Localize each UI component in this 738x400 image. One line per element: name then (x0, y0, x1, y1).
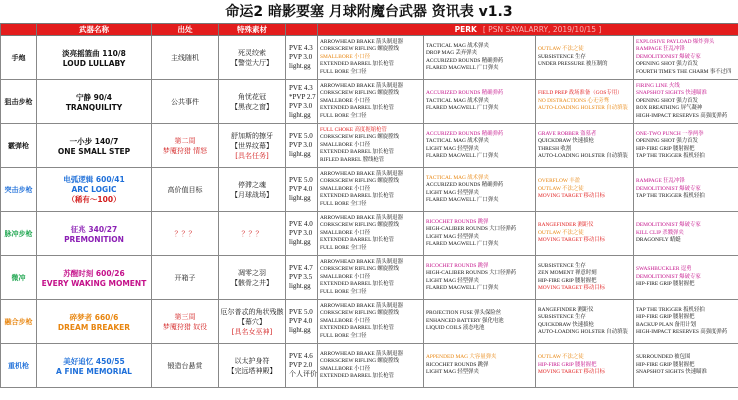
perk-entry: KILL CLIP 杀戮弹夹 (636, 229, 684, 236)
materials-cell (219, 300, 286, 344)
material-line: 【黑夜之窗】 (231, 102, 273, 111)
perk-entry: HIGH-CALIBER ROUNDS 大口径弹药 (426, 226, 517, 233)
source-cell (152, 256, 219, 300)
source-cell (152, 36, 219, 80)
weapon-type-cell: 手炮 (1, 36, 37, 80)
perk-entry: SMALLBORE 小口径 (320, 97, 371, 104)
source-line: 主线随机 (171, 53, 199, 62)
materials-cell (219, 36, 286, 80)
material-line: 角忧花冠 (238, 92, 266, 101)
weapon-name-cell (37, 344, 152, 388)
perk-entry: QUICKDRAW 快速拔枪 (538, 321, 594, 328)
perk-entry: RICOCHET ROUNDS 跳弹 (426, 361, 489, 368)
weapon-name-cell (37, 36, 152, 80)
source-line: 开箱子 (174, 273, 196, 282)
perk-column-4 (634, 344, 738, 388)
stat-line: PVP 3.0 (289, 229, 313, 237)
stat-line: PVE 4.0 (289, 220, 313, 228)
stat-line: PVE 4.3 (289, 44, 313, 52)
perk-column-1 (318, 212, 424, 256)
perk-column-2 (424, 344, 536, 388)
perk-entry: ACCURIZED ROUNDS 精确弹药 (426, 90, 504, 97)
header-stats (286, 24, 318, 36)
perk-entry: SMALLBORE 小口径 (320, 229, 371, 236)
header-row (1, 24, 738, 36)
weapon-name-en: PREMONITION (64, 234, 124, 244)
perk-entry: SUBSISTENCE 生存 (538, 53, 586, 60)
material-line: 【完远塔神殿】 (227, 366, 277, 375)
source-cell (152, 80, 219, 124)
perk-entry: TAP THE TRIGGER 扳机轻拍 (636, 306, 705, 313)
material-line: 【警觉大厅】 (231, 58, 273, 67)
stat-line: 个人评价 (289, 370, 317, 378)
weapon-name-en: TRANQUILITY (65, 102, 123, 112)
stats-cell (286, 344, 318, 388)
perk-entry: ONE-TWO PUNCH 一拳两拳 (636, 130, 704, 137)
weapon-name-cell (37, 300, 152, 344)
perk-column-2 (424, 36, 536, 80)
stats-cell (286, 124, 318, 168)
light-gg-link[interactable]: light.gg (289, 326, 311, 334)
perk-entry: SUBSISTENCE 生存 (538, 262, 586, 269)
perk-entry: FULL BORE 全口径 (320, 332, 367, 339)
material-line: 以太护身符 (234, 356, 270, 365)
perk-entry: OPENING SHOT 强力首发 (636, 138, 698, 145)
source-cell (152, 212, 219, 256)
perk-entry: QUICKDRAW 快速拔枪 (538, 138, 594, 145)
materials-cell (219, 256, 286, 300)
perk-entry: FLARED MAGWELL 广口弹夹 (426, 196, 499, 203)
source-line: ？？？ (174, 229, 196, 238)
header-mats: 特殊素材 (219, 24, 286, 36)
perk-column-1 (318, 344, 424, 388)
perk-entry: OUTLAW 不法之徒 (538, 46, 584, 53)
perk-entry: TACTICAL MAG 战术弹夹 (426, 97, 489, 104)
perk-entry: HIGH-IMPACT RESERVES 高强度弹药 (636, 112, 728, 119)
material-line: [具名任务] (235, 151, 269, 160)
stat-line: PVP 3.0 (289, 141, 313, 149)
source-cell (152, 168, 219, 212)
perk-entry: SUBSISTENCE 生存 (538, 314, 586, 321)
perk-entry: APPENDED MAG 大容量弹夹 (426, 354, 497, 361)
perk-entry: ARROWHEAD BRAKE 箭头制退器 (320, 350, 403, 357)
materials-cell (219, 168, 286, 212)
perk-column-4 (634, 80, 738, 124)
perk-column-4 (634, 168, 738, 212)
stats-cell (286, 300, 318, 344)
perk-entry: FLARED MAGWELL 广口弹夹 (426, 284, 499, 291)
table-row (1, 256, 738, 300)
perk-entry: ARROWHEAD BRAKE 箭头制退器 (320, 302, 403, 309)
stats-cell (286, 36, 318, 80)
perk-column-3 (536, 124, 634, 168)
perk-entry: RANGEFINDER 测距仪 (538, 306, 594, 313)
perk-entry: MOVING TARGET 移动目标 (538, 284, 606, 291)
weapon-type-cell: 重机枪 (1, 344, 37, 388)
perk-entry: HIP-FIRE GRIP 腰射握把 (538, 361, 597, 368)
stat-line: PVE 5.0 (289, 308, 313, 316)
source-line: 梦魇狩猎 情怒 (162, 146, 208, 155)
weapon-name-cn: 电弧逻辑 600/41 (63, 175, 125, 184)
perk-column-4 (634, 212, 738, 256)
perk-entry: RAMPAGE 狂乱冲锋 (636, 178, 685, 185)
perk-entry: BACKUP PLAN 备用计划 (636, 321, 697, 328)
stat-line: PVP 3.0 (289, 53, 313, 61)
perk-entry: SMALLBORE 小口径 (320, 185, 371, 192)
perk-entry: OVERFLOW 丰盈 (538, 178, 580, 185)
table-row (1, 168, 738, 212)
perk-entry: DEMOLITIONIST 爆破专家 (636, 273, 701, 280)
header-perk-note: [ PSN SAYALARRY, 2019/10/15 ] (482, 25, 602, 34)
perk-entry: MOVING TARGET 移动目标 (538, 237, 606, 244)
perk-entry: RAMPAGE 狂乱冲锋 (636, 46, 685, 53)
weapon-name-en: DREAM BREAKER (57, 322, 131, 332)
perk-entry: FULL BORE 全口径 (320, 68, 367, 75)
perk-entry: ARROWHEAD BRAKE 箭头制退器 (320, 258, 403, 265)
perk-entry: SURROUNDED 被包围 (636, 354, 691, 361)
material-line: ？？？ (241, 229, 263, 238)
perk-entry: LIGHT MAG 轻型弹夹 (426, 369, 479, 376)
material-line: 【幕穴】 (238, 317, 266, 326)
perk-entry: AUTO-LOADING HOLSTER 自动填装 (538, 105, 628, 112)
perk-column-3 (536, 80, 634, 124)
perk-column-3 (536, 300, 634, 344)
source-cell (152, 300, 219, 344)
material-line: 【世界纹幕】 (231, 141, 273, 150)
perk-entry: OPENING SHOT 强力首发 (636, 97, 698, 104)
weapon-name-extra: （稀有～100） (67, 195, 121, 204)
weapon-name-en: LOUD LULLABY (62, 58, 126, 68)
weapon-type-cell: 融合步枪 (1, 300, 37, 344)
perk-entry: FOURTH TIME'S THE CHARM 事不过四 (636, 68, 732, 75)
materials-cell (219, 80, 286, 124)
source-line: 锻造台悬赏 (167, 361, 203, 370)
perk-entry: SMALLBORE 小口径 (320, 141, 371, 148)
header-source: 出处 (152, 24, 219, 36)
weapon-name-cell (37, 256, 152, 300)
perk-entry: ZEN MOMENT 禅意时刻 (538, 270, 597, 277)
perk-entry: DRAGONFLY 蜻蜓 (636, 237, 681, 244)
table-row (1, 344, 738, 388)
weapon-name-en: A FINE MEMORIAL (56, 366, 132, 376)
material-line: 【月球战场】 (231, 190, 273, 199)
weapon-name-cell (37, 168, 152, 212)
perk-column-1 (318, 36, 424, 80)
weapon-name-cn: 宁静 90/4 (75, 92, 112, 102)
perk-entry: CORKSCREW RIFLING 螺旋膛线 (320, 310, 399, 317)
perk-entry: EXTENDED BARREL 加长枪管 (320, 149, 395, 156)
weapon-name-en: ARC LOGIC (71, 185, 117, 194)
perk-entry: DEMOLITIONIST 爆破专家 (636, 222, 701, 229)
perk-entry: CORKSCREW RIFLING 螺旋膛线 (320, 46, 399, 53)
perk-entry: BOX BREATHING 屏气凝神 (636, 105, 703, 112)
weapon-name-en: EVERY WAKING MOMENT (41, 278, 147, 288)
perk-entry: FLARED MAGWELL 广口弹夹 (426, 105, 499, 112)
weapon-type-cell: 狙击步枪 (1, 80, 37, 124)
perk-column-3 (536, 212, 634, 256)
material-line: [具名女巫神] (231, 327, 273, 336)
perk-entry: EXTENDED BARREL 加长枪管 (320, 193, 395, 200)
perk-entry: HIP-FIRE GRIP 腰射握把 (636, 281, 695, 288)
perk-entry: PROJECTION FUSE 弹头保险丝 (426, 310, 502, 317)
perk-entry: AUTO-LOADING HOLSTER 自动填装 (538, 328, 628, 335)
perk-entry: GRAVE ROBBER 盗墓者 (538, 130, 597, 137)
perk-entry: HIGH-IMPACT RESERVES 高强度弹药 (636, 328, 728, 335)
table-row (1, 80, 738, 124)
stat-line: PVP 3.0 (289, 101, 313, 110)
perk-entry: THRESH 收割 (538, 145, 572, 152)
perk-entry: ENHANCED BATTERY 强化电池 (426, 317, 504, 324)
perk-entry: ACCURIZED ROUNDS 精确弹药 (426, 130, 504, 137)
stat-line: *PVP 2.7 (289, 92, 316, 101)
perk-entry: CORKSCREW RIFLING 螺旋膛线 (320, 266, 399, 273)
materials-cell (219, 344, 286, 388)
perk-column-4 (634, 256, 738, 300)
weapon-name-cn: 征兆 340/27 (70, 224, 118, 234)
perk-entry: TAP THE TRIGGER 扳机轻拍 (636, 152, 705, 159)
header-perk-label: PERK (454, 25, 477, 34)
stat-line: PVP 2.0 (289, 361, 313, 369)
perk-entry: EXTENDED BARREL 加长枪管 (320, 325, 395, 332)
perk-entry: LIGHT MAG 轻型弹夹 (426, 277, 479, 284)
stat-line: PVE 5.0 (289, 132, 313, 140)
stat-line: PVP 4.0 (289, 185, 313, 193)
materials-cell (219, 212, 286, 256)
perk-column-1 (318, 80, 424, 124)
perk-column-4 (634, 124, 738, 168)
light-gg-link[interactable]: light.gg (289, 62, 311, 70)
perk-column-4 (634, 300, 738, 344)
stat-line: PVE 4.7 (289, 264, 313, 272)
perk-entry: EXTENDED BARREL 加长枪管 (320, 61, 395, 68)
perk-entry: FIELD PREP 战场准备（GOS专用） (538, 90, 623, 97)
weapon-type-cell: 突击步枪 (1, 168, 37, 212)
weapon-name-cell (37, 124, 152, 168)
perk-entry: FULL BORE 全口径 (320, 200, 367, 207)
page-title: 命运2 暗影要塞 月球附魔台武器 资讯表 v1.3 (225, 4, 513, 20)
perk-entry: HIP-FIRE GRIP 腰射握把 (538, 277, 597, 284)
perk-column-3 (536, 36, 634, 80)
weapon-name-cn: 美好追忆 450/55 (63, 356, 125, 366)
perk-entry: FLARED MAGWELL 广口弹夹 (426, 240, 499, 247)
perk-entry: CORKSCREW RIFLING 螺旋膛线 (320, 90, 399, 97)
perk-column-4 (634, 36, 738, 80)
perk-entry: EXPLOSIVE PAYLOAD 爆炸弹头 (636, 38, 715, 45)
perk-entry: DROP MAG 丢弃弹夹 (426, 50, 478, 57)
perk-entry: SNAPSHOT SIGHTS 快速瞄准 (636, 90, 707, 97)
material-line: 厄尔普忒的角状残骸 (220, 307, 284, 316)
perk-entry: HIP-FIRE GRIP 腰射握把 (636, 314, 695, 321)
perk-entry: CORKSCREW RIFLING 螺旋膛线 (320, 222, 399, 229)
source-cell (152, 344, 219, 388)
perk-entry: DEMOLITIONIST 爆破专家 (636, 185, 701, 192)
perk-column-2 (424, 80, 536, 124)
perk-column-2 (424, 124, 536, 168)
material-line: 停滞之魂 (238, 180, 266, 189)
perk-entry: MOVING TARGET 移动目标 (538, 369, 606, 376)
perk-entry: EXTENDED BARREL 加长枪管 (320, 281, 395, 288)
light-gg-link[interactable]: light.gg (289, 110, 311, 119)
weapon-name-cn: 苏醒时刻 600/26 (63, 268, 125, 278)
source-cell (152, 124, 219, 168)
perk-entry: HIP-FIRE GRIP 腰射握把 (636, 145, 695, 152)
perk-entry: SMALLBORE 小口径 (320, 273, 371, 280)
perk-entry: FLARED MAGWELL 广口弹夹 (426, 152, 499, 159)
perk-entry: SMALLBORE 小口径 (320, 365, 371, 372)
perk-entry: FLARED MAGWELL 广口弹夹 (426, 64, 499, 71)
header-type (1, 24, 37, 36)
light-gg-link[interactable]: light.gg (289, 238, 311, 246)
perk-entry: FULL BORE 全口径 (320, 244, 367, 251)
perk-entry: SWASHBUCKLER 逞勇 (636, 266, 692, 273)
perk-entry: CORKSCREW RIFLING 螺旋膛线 (320, 358, 399, 365)
materials-cell (219, 124, 286, 168)
perk-entry: ARROWHEAD BRAKE 箭头制退器 (320, 214, 403, 221)
stat-line: PVE 4.3 (289, 83, 313, 92)
perk-entry: NO DISTRACTIONS 心无旁骛 (538, 97, 609, 104)
table-row (1, 212, 738, 256)
light-gg-link[interactable]: light.gg (289, 150, 311, 158)
light-gg-link[interactable]: light.gg (289, 194, 311, 202)
perk-entry: OUTLAW 不法之徒 (538, 229, 584, 236)
perk-entry: FULL BORE 全口径 (320, 112, 367, 119)
perk-column-1 (318, 168, 424, 212)
perk-entry: RANGEFINDER 测距仪 (538, 222, 594, 229)
perk-entry: ACCURIZED ROUNDS 精确弹药 (426, 182, 504, 189)
material-line: 【骸骨之井】 (231, 278, 273, 287)
perk-entry: TACTICAL MAG 战术弹夹 (426, 138, 489, 145)
weapon-type-cell: 微冲 (1, 256, 37, 300)
source-line: 梦魇狩猎 奴役 (162, 322, 208, 331)
source-line: 第二周 (174, 136, 196, 145)
weapon-name-cn: 淡亮摇篮曲 110/8 (62, 48, 126, 58)
perk-entry: TACTICAL MAG 战术弹夹 (426, 42, 489, 49)
perk-entry: RIFLED BARREL 膛线枪管 (320, 156, 385, 163)
material-line: 凋零之羽 (238, 268, 266, 277)
perk-entry: LIGHT MAG 轻型弹夹 (426, 145, 479, 152)
perk-entry: OUTLAW 不法之徒 (538, 185, 584, 192)
perk-column-1 (318, 256, 424, 300)
perk-entry: MOVING TARGET 移动目标 (538, 193, 606, 200)
weapon-name-en: ONE SMALL STEP (57, 146, 131, 156)
perk-entry: UNDER PRESSURE 被压制的 (538, 61, 608, 68)
perk-entry: ARROWHEAD BRAKE 箭头制退器 (320, 170, 403, 177)
table-row (1, 36, 738, 80)
stats-cell (286, 80, 318, 124)
stat-line: PVE 4.6 (289, 352, 313, 360)
perk-entry: LIQUID COILS 液态电池 (426, 325, 485, 332)
perk-column-3 (536, 256, 634, 300)
perk-entry: SNAPSHOT SIGHTS 快速瞄准 (636, 369, 707, 376)
weapon-name-cell (37, 212, 152, 256)
perk-column-2 (424, 300, 536, 344)
light-gg-link[interactable]: light.gg (289, 282, 311, 290)
weapon-table (0, 23, 738, 388)
perk-entry: FULL BORE 全口径 (320, 288, 367, 295)
perk-entry: CORKSCREW RIFLING 螺旋膛线 (320, 178, 399, 185)
source-line: 第三周 (174, 312, 196, 321)
table-row (1, 300, 738, 344)
perk-entry: DEMOLITIONIST 爆破专家 (636, 53, 701, 60)
stats-cell (286, 212, 318, 256)
source-line: 高价值目标 (167, 185, 203, 194)
perk-column-1 (318, 124, 424, 168)
perk-column-3 (536, 168, 634, 212)
weapon-type-cell: 霰弹枪 (1, 124, 37, 168)
perk-entry: ACCURIZED ROUNDS 精确弹药 (426, 57, 504, 64)
perk-entry: SMALLBORE 小口径 (320, 53, 371, 60)
perk-entry: SMALLBORE 小口径 (320, 317, 371, 324)
perk-entry: LIGHT MAG 轻型弹夹 (426, 189, 479, 196)
table-row (1, 124, 738, 168)
perk-column-2 (424, 168, 536, 212)
perk-entry: EXTENDED BARREL 加长枪管 (320, 237, 395, 244)
perk-entry: RICOCHET ROUNDS 跳弹 (426, 262, 489, 269)
perk-entry: EXTENDED BARREL 加长枪管 (320, 372, 395, 379)
perk-entry: ARROWHEAD BRAKE 箭头制退器 (320, 82, 403, 89)
weapon-name-cn: 一小步 140/7 (69, 136, 119, 146)
header-name: 武器名称 (37, 24, 152, 36)
perk-entry: OUTLAW 不法之徒 (538, 354, 584, 361)
perk-entry: TAP THE TRIGGER 扳机轻拍 (636, 193, 705, 200)
perk-entry: EXTENDED BARREL 加长枪管 (320, 105, 395, 112)
perk-column-2 (424, 212, 536, 256)
perk-entry: ARROWHEAD BRAKE 箭头制退器 (320, 38, 403, 45)
stat-line: PVP 4.0 (289, 317, 313, 325)
weapon-name-cell (37, 80, 152, 124)
perk-entry: HIGH-CALIBER ROUNDS 大口径弹药 (426, 270, 517, 277)
perk-column-2 (424, 256, 536, 300)
stats-cell (286, 168, 318, 212)
perk-column-3 (536, 344, 634, 388)
perk-entry: FULL CHOKE 高度扼缩枪管 (320, 126, 387, 133)
perk-entry: FIRING LINE 火线 (636, 82, 680, 89)
header-perk (318, 24, 738, 36)
perk-entry: OPENING SHOT 强力首发 (636, 61, 698, 68)
perk-entry: TACTICAL MAG 战术弹夹 (426, 174, 489, 181)
material-line: 死灵绞索 (238, 48, 266, 57)
stat-line: PVP 3.5 (289, 273, 313, 281)
weapon-type-cell: 脉冲步枪 (1, 212, 37, 256)
perk-entry: LIGHT MAG 轻型弹夹 (426, 233, 479, 240)
perk-entry: RICOCHET ROUNDS 跳弹 (426, 218, 489, 225)
source-line: 公共事件 (171, 97, 199, 106)
perk-column-1 (318, 300, 424, 344)
perk-entry: HIP-FIRE GRIP 腰射握把 (636, 361, 695, 368)
perk-entry: AUTO-LOADING HOLSTER 自动填装 (538, 152, 628, 159)
stat-line: PVE 5.0 (289, 176, 313, 184)
stats-cell (286, 256, 318, 300)
material-line: 舒加斯的擦牙 (231, 131, 273, 140)
weapon-name-cn: 碎梦者 660/6 (69, 312, 119, 322)
perk-entry: CORKSCREW RIFLING 螺旋膛线 (320, 134, 399, 141)
